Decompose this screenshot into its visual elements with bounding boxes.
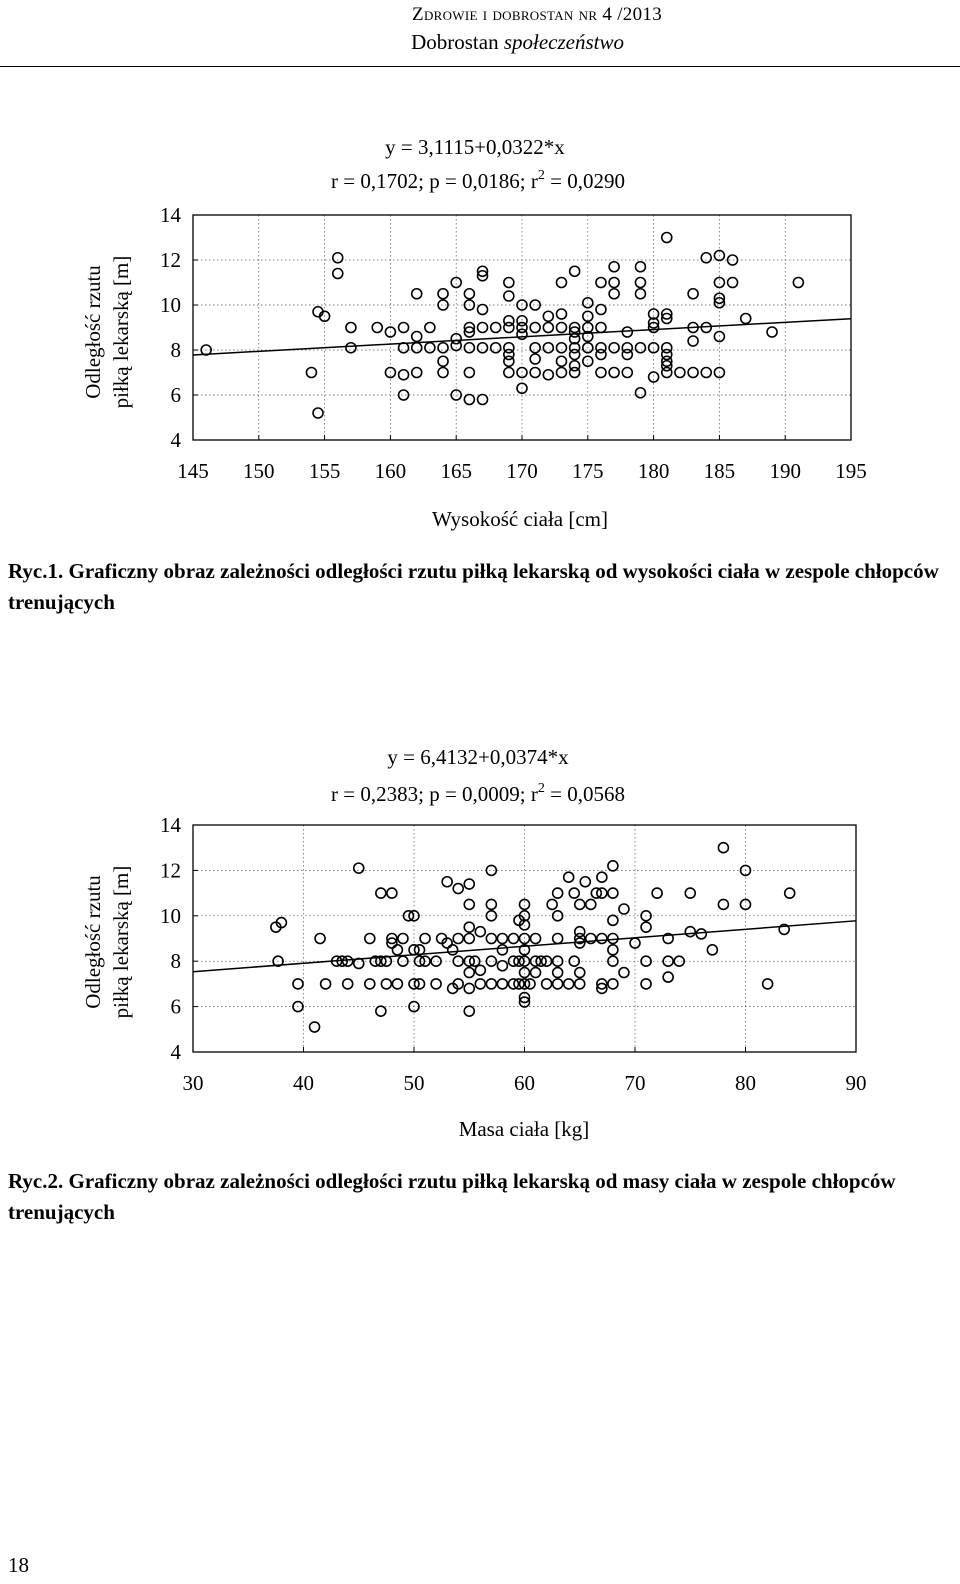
data-point: [767, 327, 777, 337]
data-point: [728, 278, 738, 288]
y-tick-label: 10: [160, 903, 181, 928]
x-tick-label: 80: [735, 1071, 756, 1095]
data-point: [569, 888, 579, 898]
data-point: [688, 289, 698, 299]
caption-number: Ryc.2.: [8, 1169, 64, 1193]
y-tick-label: 8: [170, 949, 181, 974]
data-point: [608, 979, 618, 989]
data-point: [464, 368, 474, 378]
regression-line: [193, 921, 856, 972]
data-point: [675, 368, 685, 378]
data-point: [508, 934, 518, 944]
data-point: [530, 300, 540, 310]
data-point: [464, 343, 474, 353]
data-point: [580, 877, 590, 887]
x-tick-label: 150: [243, 459, 275, 483]
data-point: [556, 343, 566, 353]
data-point: [741, 314, 751, 324]
data-point: [425, 323, 435, 333]
data-point: [608, 945, 618, 955]
data-point: [543, 323, 553, 333]
data-point: [392, 945, 402, 955]
data-point: [478, 343, 488, 353]
data-point: [504, 316, 514, 326]
data-point: [596, 368, 606, 378]
data-point: [575, 968, 585, 978]
data-point: [504, 278, 514, 288]
data-point: [542, 979, 552, 989]
data-point: [530, 368, 540, 378]
x-tick-label: 50: [403, 1071, 425, 1095]
page-number: 18: [8, 1553, 29, 1577]
data-point: [478, 395, 488, 405]
data-point: [575, 927, 585, 937]
data-point: [609, 343, 619, 353]
data-point: [392, 979, 402, 989]
figure-caption-2: [8, 1166, 953, 1228]
journal-title: [412, 4, 662, 26]
data-point: [575, 899, 585, 909]
data-point: [491, 323, 501, 333]
x-tick-label: 185: [703, 459, 736, 483]
data-point: [486, 979, 496, 989]
data-point: [622, 343, 632, 353]
data-point: [793, 278, 803, 288]
data-point: [608, 888, 618, 898]
data-point: [530, 354, 540, 364]
data-point: [597, 872, 607, 882]
stats-text-end: = 0,0290: [544, 169, 625, 193]
data-point: [701, 253, 711, 263]
data-point: [520, 899, 530, 909]
stats-text: r = 0,1702; p = 0,0186; r: [331, 169, 538, 193]
data-point: [586, 899, 596, 909]
data-point: [741, 899, 751, 909]
y-tick-label: 12: [160, 248, 181, 272]
data-point: [475, 927, 485, 937]
x-tick-label: 30: [182, 1071, 204, 1095]
data-point: [553, 979, 563, 989]
data-point: [293, 979, 303, 989]
data-point: [365, 979, 375, 989]
data-point: [398, 934, 408, 944]
data-point: [442, 877, 452, 887]
y-tick-label: 10: [160, 293, 181, 317]
data-point: [685, 927, 695, 937]
data-point: [619, 968, 629, 978]
data-point: [556, 323, 566, 333]
data-point: [486, 911, 496, 921]
data-point: [556, 368, 566, 378]
data-point: [530, 323, 540, 333]
data-point: [641, 979, 651, 989]
data-point: [438, 300, 448, 310]
data-point: [486, 934, 496, 944]
data-point: [543, 343, 553, 353]
data-point: [674, 956, 684, 966]
data-point: [553, 888, 563, 898]
data-point: [346, 343, 356, 353]
y-tick-label: 8: [170, 338, 181, 362]
chart-stats: [331, 168, 625, 193]
data-point: [635, 388, 645, 398]
x-tick-label: 180: [637, 459, 670, 483]
data-point: [486, 865, 496, 875]
data-point: [475, 965, 485, 975]
data-point: [718, 899, 728, 909]
data-point: [486, 956, 496, 966]
data-point: [785, 888, 795, 898]
x-tick-label: 60: [514, 1071, 535, 1095]
x-tick-label: 90: [845, 1071, 867, 1095]
data-point: [635, 278, 645, 288]
data-point: [556, 356, 566, 366]
data-point: [438, 356, 448, 366]
data-point: [597, 934, 607, 944]
data-point: [641, 922, 651, 932]
data-point: [556, 278, 566, 288]
journal-issue: nr 4 /2013: [578, 4, 662, 25]
data-point: [315, 934, 325, 944]
data-point: [354, 863, 364, 873]
y-axis-label: Odległość rzutu: [81, 875, 105, 1009]
data-point: [497, 945, 507, 955]
data-point: [333, 269, 343, 279]
data-point: [547, 899, 557, 909]
stats-superscript: 2: [537, 781, 545, 796]
caption-text: Graficzny obraz zależności odległości rzutu piłką lekarską od wysokości ciała w zespole chłopców trenujących: [8, 559, 939, 614]
data-point: [464, 968, 474, 978]
data-point: [635, 343, 645, 353]
data-point: [381, 979, 391, 989]
data-point: [486, 899, 496, 909]
data-point: [570, 361, 580, 371]
chart-equation: y = 6,4132+0,0374*x: [387, 745, 569, 769]
data-point: [707, 945, 717, 955]
data-point: [663, 972, 673, 982]
data-point: [609, 368, 619, 378]
data-point: [372, 323, 382, 333]
x-tick-label: 190: [769, 459, 801, 483]
x-tick-label: 40: [293, 1071, 314, 1095]
data-point: [365, 934, 375, 944]
running-header: [0, 0, 960, 67]
grid-lines: [193, 825, 856, 1052]
data-point: [635, 262, 645, 272]
data-point: [583, 356, 593, 366]
section-italic: społeczeństwo: [503, 30, 624, 54]
scatter-chart-mass: [0, 730, 960, 1190]
data-point: [491, 343, 501, 353]
data-point: [530, 343, 540, 353]
y-axis-label-line2: piłką lekarską [m]: [109, 865, 133, 1019]
data-point: [619, 904, 629, 914]
data-point: [685, 888, 695, 898]
data-point: [438, 343, 448, 353]
data-point: [464, 983, 474, 993]
data-point: [464, 289, 474, 299]
data-point: [635, 289, 645, 299]
data-point: [662, 343, 672, 353]
data-point: [652, 888, 662, 898]
caption-number: Ryc.1.: [8, 559, 64, 583]
data-point: [478, 323, 488, 333]
data-point: [556, 309, 566, 319]
data-point: [608, 861, 618, 871]
data-point: [343, 979, 353, 989]
data-point: [543, 311, 553, 321]
data-point: [346, 323, 356, 333]
data-point: [622, 327, 632, 337]
data-point: [622, 368, 632, 378]
data-point: [553, 968, 563, 978]
x-tick-label: 70: [624, 1071, 646, 1095]
y-tick-label: 4: [170, 428, 181, 452]
data-point: [333, 253, 343, 263]
chart-stats: [331, 781, 625, 806]
data-point: [718, 843, 728, 853]
data-point: [425, 343, 435, 353]
x-axis-label: Masa ciała [kg]: [458, 1117, 590, 1141]
axis-ticks: [160, 813, 867, 1095]
data-point: [609, 278, 619, 288]
data-point: [609, 262, 619, 272]
x-tick-label: 165: [440, 459, 472, 483]
x-tick-label: 170: [506, 459, 538, 483]
data-point: [376, 1006, 386, 1016]
data-point: [464, 922, 474, 932]
data-point: [412, 289, 422, 299]
y-tick-label: 6: [170, 994, 181, 1019]
data-point: [701, 368, 711, 378]
data-point: [399, 323, 409, 333]
y-tick-label: 14: [160, 813, 181, 837]
data-point: [662, 233, 672, 243]
section-title: [411, 30, 624, 55]
data-point: [504, 368, 514, 378]
figure-caption-1: [8, 556, 953, 618]
data-point: [412, 332, 422, 342]
x-tick-label: 155: [308, 459, 341, 483]
data-point: [420, 934, 430, 944]
data-point: [399, 370, 409, 380]
data-point: [464, 1006, 474, 1016]
x-tick-label: 145: [177, 459, 209, 483]
data-point: [464, 395, 474, 405]
data-point: [504, 291, 514, 301]
data-point: [376, 888, 386, 898]
data-point: [321, 979, 331, 989]
data-point: [310, 1022, 320, 1032]
y-tick-label: 14: [160, 203, 181, 227]
data-point: [630, 938, 640, 948]
data-point: [313, 408, 323, 418]
data-point: [306, 368, 316, 378]
data-point: [596, 343, 606, 353]
data-point: [596, 278, 606, 288]
data-point: [431, 979, 441, 989]
data-point: [531, 968, 541, 978]
x-axis-label: Wysokość ciała [cm]: [432, 507, 608, 531]
data-point: [478, 305, 488, 315]
data-point: [575, 979, 585, 989]
data-point: [564, 979, 574, 989]
data-point: [564, 872, 574, 882]
data-point: [412, 343, 422, 353]
data-point: [688, 336, 698, 346]
data-point: [696, 929, 706, 939]
data-point: [438, 368, 448, 378]
data-point: [464, 879, 474, 889]
grid-lines: [193, 215, 851, 440]
data-point: [497, 979, 507, 989]
data-point: [504, 343, 514, 353]
data-point: [609, 289, 619, 299]
x-tick-label: 160: [374, 459, 407, 483]
data-point: [596, 323, 606, 333]
data-point: [464, 934, 474, 944]
data-point: [464, 899, 474, 909]
data-point: [553, 934, 563, 944]
data-point: [543, 370, 553, 380]
stats-text: r = 0,2383; p = 0,0009; r: [331, 782, 538, 806]
data-point: [497, 934, 507, 944]
data-point: [453, 884, 463, 894]
stats-text-end: = 0,0568: [544, 782, 625, 806]
data-point: [431, 956, 441, 966]
data-point: [387, 888, 397, 898]
data-point: [438, 289, 448, 299]
y-tick-label: 4: [170, 1040, 181, 1064]
data-point: [608, 915, 618, 925]
data-point: [475, 979, 485, 989]
journal-name: Zdrowie i dobrostan: [412, 4, 574, 25]
data-point: [497, 961, 507, 971]
data-point: [448, 945, 458, 955]
section-plain: Dobrostan: [411, 30, 499, 54]
data-point: [453, 934, 463, 944]
y-axis-label-line2: piłką lekarską [m]: [109, 255, 133, 409]
y-tick-label: 6: [170, 383, 181, 407]
data-point: [596, 305, 606, 315]
data-points: [271, 843, 795, 1032]
y-axis-label: Odległość rzutu: [81, 265, 105, 399]
data-point: [570, 266, 580, 276]
x-tick-label: 175: [572, 459, 604, 483]
stats-superscript: 2: [537, 168, 545, 183]
data-point: [763, 979, 773, 989]
x-tick-label: 195: [835, 459, 867, 483]
axis-ticks: [160, 203, 867, 483]
caption-text: Graficzny obraz zależności odległości rzutu piłką lekarską od masy ciała w zespole chłopców trenujących: [8, 1169, 896, 1224]
data-point: [399, 390, 409, 400]
chart-equation: y = 3,1115+0,0322*x: [385, 135, 565, 159]
data-point: [412, 368, 422, 378]
data-point: [663, 956, 673, 966]
y-tick-label: 12: [160, 858, 181, 883]
data-point: [531, 934, 541, 944]
data-point: [688, 368, 698, 378]
